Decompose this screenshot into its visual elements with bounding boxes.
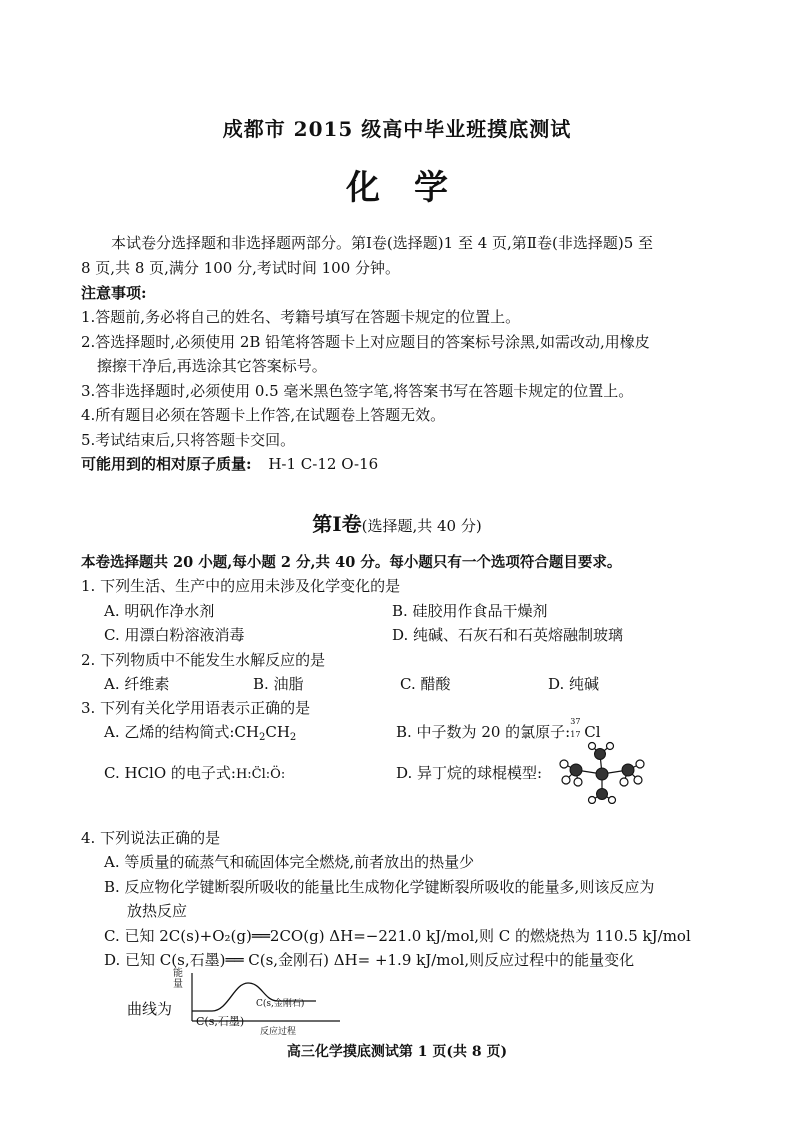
option: C. 用漂白粉溶液消毒 — [104, 626, 245, 644]
option: D. 异丁烷的球棍模型: — [396, 764, 543, 782]
question-stem: 4. 下列说法正确的是 — [81, 829, 221, 847]
option: A. 等质量的硫蒸气和硫固体完全燃烧,前者放出的热量少 — [104, 853, 475, 871]
option: B. 反应物化学键断裂所吸收的能量比生成物化学键断裂所吸收的能量多,则该反应为 — [104, 878, 655, 896]
atomic-mass-label: 可能用到的相对原子质量: — [81, 455, 252, 473]
option: C. 醋酸 — [400, 675, 451, 693]
option: 放热反应 — [127, 902, 188, 920]
option: D. 已知 C(s,石墨)══ C(s,金刚石) ΔH= +1.9 kJ/mol,则反应过程中的能量变化 — [104, 951, 635, 969]
note-item: 5.考试结束后,只将答题卡交回。 — [81, 431, 296, 449]
option: B. 硅胶用作食品干燥剂 — [392, 602, 548, 620]
isobutane-model-icon — [556, 740, 648, 804]
section-title: 第Ⅰ卷 — [312, 512, 362, 536]
question-stem: 3. 下列有关化学用语表示正确的是 — [81, 699, 311, 717]
note-item: 3.答非选择题时,必须使用 0.5 毫米黑色签字笔,将答案书写在答题卡规定的位置上。 — [81, 382, 634, 400]
option: C. HClO 的电子式:H:C̈l:Ö: — [104, 764, 286, 782]
page-footer: 高三化学摸底测试第 1 页(共 8 页) — [286, 1044, 508, 1060]
curve-label: 曲线为 — [127, 1000, 173, 1018]
note-item: 4.所有题目必须在答题卡上作答,在试题卷上答题无效。 — [81, 406, 446, 424]
question-stem: 1. 下列生活、生产中的应用未涉及化学变化的是 — [81, 577, 401, 595]
question-stem: 2. 下列物质中不能发生水解反应的是 — [81, 651, 326, 669]
option: D. 纯碱、石灰石和石英熔融制玻璃 — [392, 626, 624, 644]
option: A. 乙烯的结构简式$:CH_2CH_2$ — [104, 723, 297, 743]
note-item: 2.答选择题时,必须使用 2B 铅笔将答题卡上对应题目的答案标号涂黑,如需改动,用橡皮 — [81, 333, 650, 351]
isotope-notation: 37 17 — [570, 717, 581, 739]
option: B. 中子数为 20 的氯原子: 37 17 Cl — [396, 717, 601, 741]
page-title: 成都市 2015 级高中毕业班摸底测试 — [222, 117, 572, 141]
atomic-mass-line — [81, 453, 378, 474]
notes-heading: 注意事项: — [81, 284, 147, 302]
section-instruction: 本卷选择题共 20 小题,每小题 2 分,共 40 分。每小题只有一个选项符合题目要求。 — [81, 554, 622, 571]
option: A. 纤维素 — [104, 675, 170, 693]
graphite-label: C(s,石墨) — [196, 1015, 245, 1028]
energy-axis-label: 能量 — [173, 968, 183, 990]
note-item: 擦擦干净后,再选涂其它答案标号。 — [97, 357, 327, 375]
reaction-axis-label: 反应过程 — [260, 1027, 297, 1037]
subject-title: 化学 — [346, 168, 482, 208]
option: C. 已知 2C(s)+O₂(g)══2CO(g) ΔH=−221.0 kJ/mol,则 C 的燃烧热为 110.5 kJ/mol — [104, 927, 691, 945]
diamond-label: C(s,金刚石) — [256, 999, 305, 1009]
note-item: 1.答题前,务必将自己的姓名、考籍号填写在答题卡规定的位置上。 — [81, 308, 521, 326]
option: A. 明矾作净水剂 — [104, 602, 215, 620]
intro-line-2: 8 页,共 8 页,满分 100 分,考试时间 100 分钟。 — [81, 259, 401, 277]
option: B. 油脂 — [253, 675, 304, 693]
atomic-mass-values: H-1 C-12 O-16 — [268, 455, 379, 473]
intro-line-1: 本试卷分选择题和非选择题两部分。第Ⅰ卷(选择题)1 至 4 页,第Ⅱ卷(非选择题)5 至 — [111, 234, 654, 252]
section-subtitle: (选择题,共 40 分) — [361, 517, 482, 535]
electron-formula: H:C̈l:Ö: — [235, 767, 286, 782]
option: D. 纯碱 — [548, 675, 600, 693]
section-heading — [0, 508, 794, 537]
